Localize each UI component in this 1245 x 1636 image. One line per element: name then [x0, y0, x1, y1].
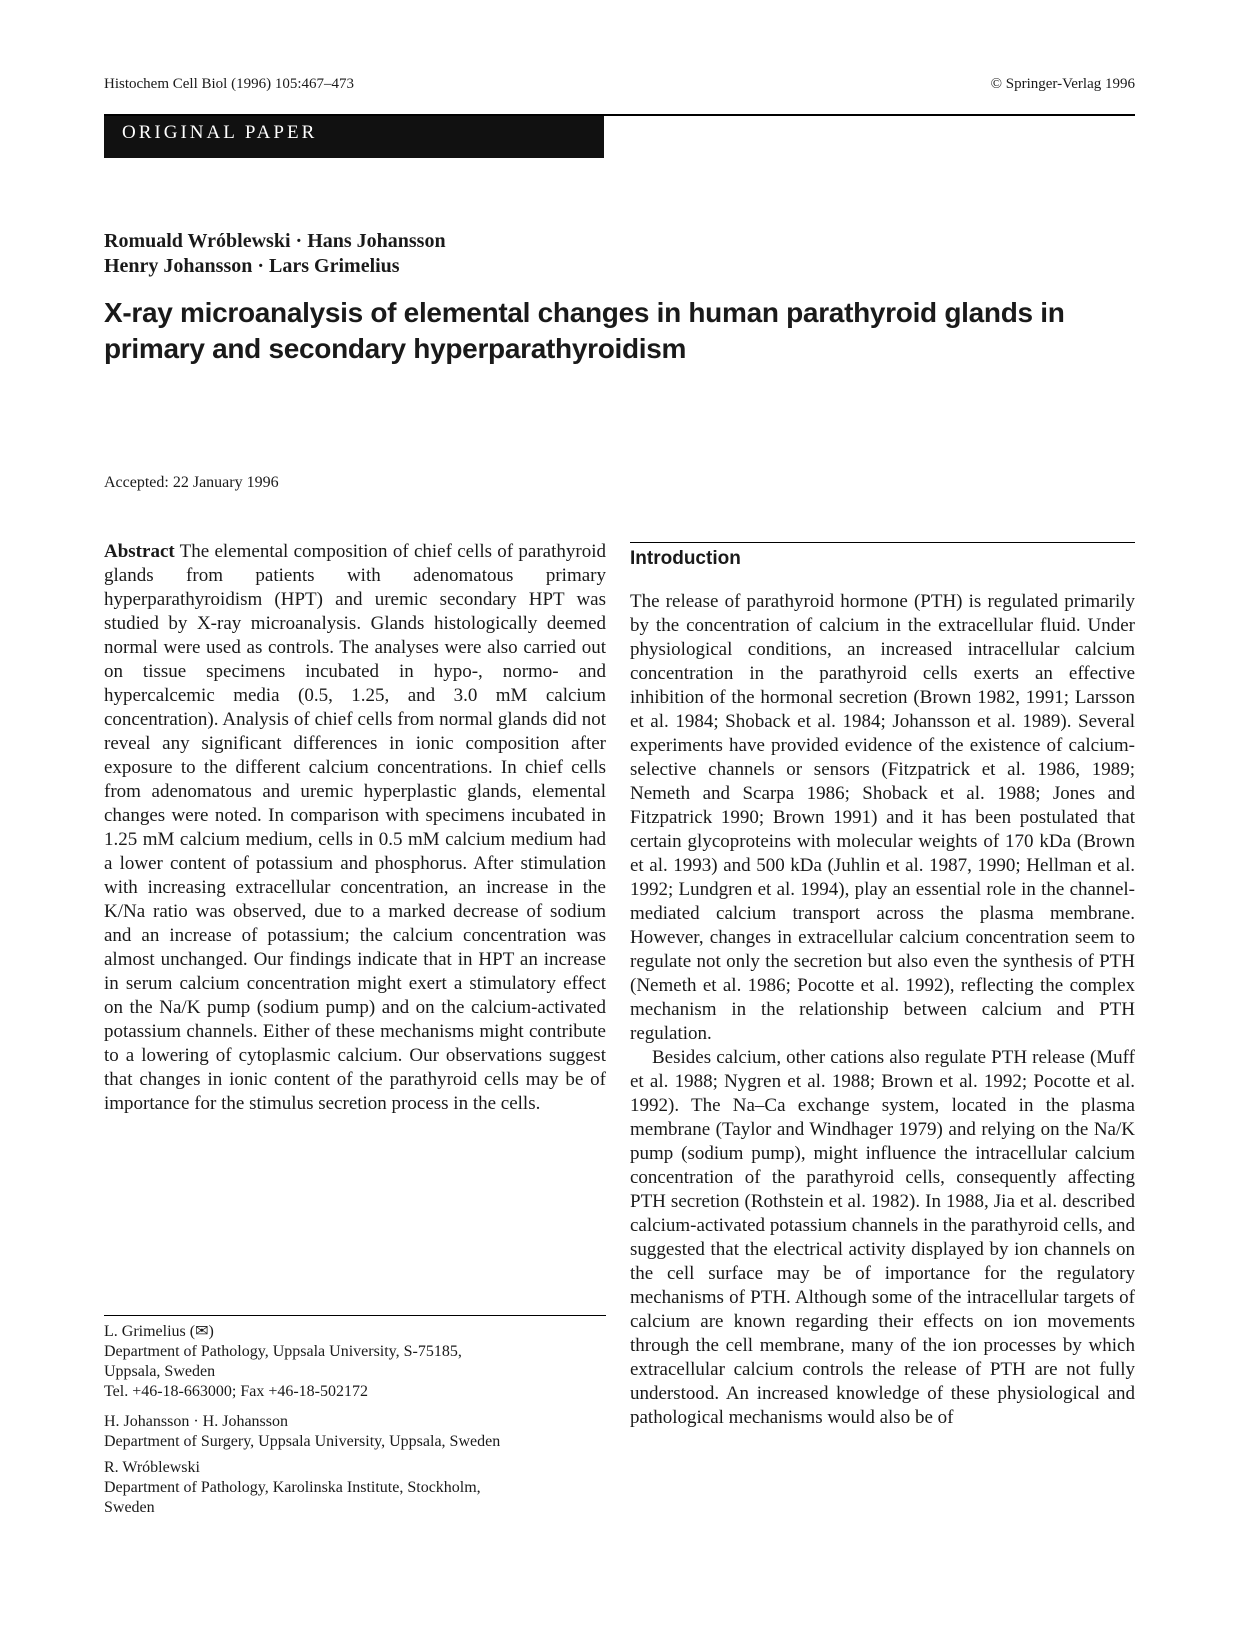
author-line-2: Henry Johansson · Lars Grimelius — [104, 255, 400, 277]
affiliation-line: Uppsala, Sweden — [104, 1363, 216, 1380]
introduction-body — [630, 590, 1135, 1430]
paper-title: X-ray microanalysis of elemental changes in human parathyroid glands in primary and secondary hyperparathyroidism — [104, 297, 1065, 364]
author-line-1: Romuald Wróblewski · Hans Johansson — [104, 230, 446, 252]
affiliation-johansson — [104, 1412, 606, 1452]
affiliation-line: Sweden — [104, 1499, 155, 1516]
introduction-heading: Introduction — [630, 548, 741, 569]
affiliation-grimelius — [104, 1322, 606, 1402]
introduction-paragraph-1: The release of parathyroid hormone (PTH) is regulated primarily by the concentration of calcium in the extracellular fluid. Under physiological conditions, an increased intracellular calcium concentration in the parathyroid cells exerts an effective inhibition of the hormonal secretion (Brown 1982, 1991; Larsson et al. 1984; Shoback et al. 1984; Johansson et al. 1989). Several experiments have provided evidence of the existence of calcium-selective channels or sensors (Fitzpatrick et al. 1986, 1989; Nemeth and Scarpa 1986; Shoback et al. 1988; Jones and Fitzpatrick 1990; Brown 1991) and it has been postulated that certain glycoproteins with molecular weights of 170 kDa (Brown et al. 1993) and 500 kDa (Juhlin et al. 1987, 1990; Hellman et al. 1992; Lundgren et al. 1994), play an essential role in the channel-mediated calcium transport across the plasma membrane. However, changes in extracellular calcium concentration seem to regulate not only the secretion but also even the synthesis of PTH (Nemeth et al. 1986; Pocotte et al. 1992), reflecting the complex mechanism in the relationship between calcium and PTH regulation. — [630, 591, 1135, 1044]
accepted-date: Accepted: 22 January 1996 — [104, 474, 279, 491]
journal-citation: Histochem Cell Biol (1996) 105:467–473 — [104, 76, 354, 92]
affiliation-name: R. Wróblewski — [104, 1459, 200, 1476]
abstract-label: Abstract — [104, 541, 175, 562]
affiliation-name: H. Johansson · H. Johansson — [104, 1413, 288, 1430]
affiliation-line: Department of Pathology, Uppsala University, S-75185, — [104, 1343, 462, 1360]
footnote-rule — [104, 1315, 606, 1316]
introduction-paragraph-2: Besides calcium, other cations also regulate PTH release (Muff et al. 1988; Nygren et al. 1988; Brown et al. 1992; Pocotte et al. 1992). The Na–Ca exchange system, located in the plasma membrane (Taylor and Windhager 1979) and relying on the Na/K pump (sodium pump), might influence the intracellular calcium concentration of the parathyroid cells, consequently affecting PTH secretion (Rothstein et al. 1982). In 1988, Jia et al. described calcium-activated potassium channels in the parathyroid cells, and suggested that the electrical activity displayed by ion channels on the cell surface may be of importance for the regulatory mechanisms of PTH. Although some of the intracellular targets of calcium are known regarding their effects on ion movements through the cell membrane, many of the ion processes by which extracellular calcium controls the release of PTH are not fully understood. An increased knowledge of these physiological and pathological mechanisms would also be of — [630, 1047, 1135, 1428]
abstract-text: The elemental composition of chief cells of parathyroid glands from patients with adenomatous primary hyperparathyroidism (HPT) and uremic secondary HPT was studied by X-ray microanalysis. Glands histologically deemed normal were used as controls. The analyses were also carried out on tissue specimens incubated in hypo-, normo- and hypercalcemic media (0.5, 1.25, and 3.0 mM calcium concentration). Analysis of chief cells from normal glands did not reveal any significant differences in ionic composition after exposure to the different calcium concentrations. In chief cells from adenomatous and uremic hyperplastic glands, elemental changes were noted. In comparison with specimens incubated in 1.25 mM calcium medium, cells in 0.5 mM calcium medium had a lower content of potassium and phosphorus. After stimulation with increasing extracellular concentration, an increase in the K/Na ratio was observed, due to a marked decrease of sodium and an increase of potassium; the calcium concentration was almost unchanged. Our findings indicate that in HPT an increase in serum calcium concentration might exert a stimulatory effect on the Na/K pump (sodium pump) and on the calcium-activated potassium channels. Either of these mechanisms might contribute to a lowering of cytoplasmic calcium. Our observations suggest that changes in ionic content of the parathyroid cells may be of importance for the stimulus secretion process in the cells. — [104, 541, 606, 1114]
copyright-notice: © Springer-Verlag 1996 — [990, 76, 1135, 92]
affiliation-line: Tel. +46-18-663000; Fax +46-18-502172 — [104, 1383, 369, 1400]
introduction-rule — [630, 542, 1135, 543]
affiliation-line: Department of Pathology, Karolinska Institute, Stockholm, — [104, 1479, 481, 1496]
affiliation-line: Department of Surgery, Uppsala University, Uppsala, Sweden — [104, 1433, 501, 1450]
author-list — [104, 229, 446, 279]
abstract-section — [104, 540, 606, 1116]
abstract-paragraph — [104, 540, 606, 1116]
affiliation-name: L. Grimelius (✉) — [104, 1323, 214, 1340]
affiliation-wroblewski — [104, 1458, 606, 1518]
article-type-banner: ORIGINAL PAPER — [104, 116, 604, 158]
